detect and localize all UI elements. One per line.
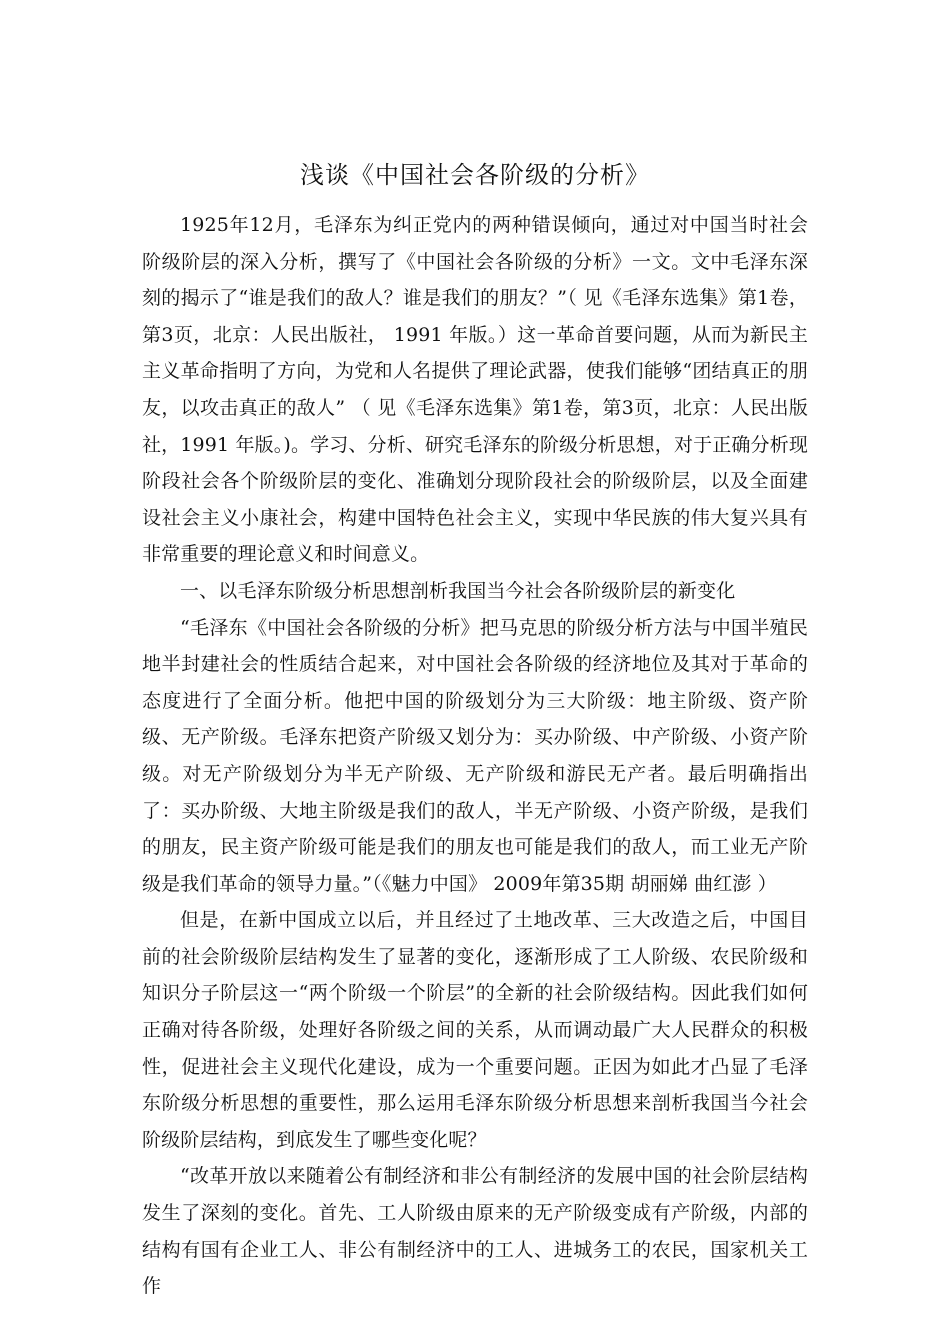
body-paragraph-quote-1: “毛泽东《中国社会各阶级的分析》把马克思的阶级分析方法与中国半殖民地半封建社会的性质结合起来，对中国社会各阶级的经济地位及其对于革命的态度进行了全面分析。他把中国的阶级划分为三大阶级：地主阶级、资产阶级、无产阶级。毛泽东把资产阶级又划分为：买办阶级、中产阶级、小资产阶级。对无产阶级划分为半无产阶级、无产阶级和游民无产者。最后明确指出了：买办阶级、大地主阶级是我们的敌人，半无产阶级、小资产阶级，是我们的朋友，民主资产阶级可能是我们的朋友也可能是我们的敌人，而工业无产阶级是我们革命的领导力量。”（《魅力中国》 2009年第35期 胡丽娣 曲红澎 ） <box>142 616 808 895</box>
section-heading-1: 一、以毛泽东阶级分析思想剖析我国当今社会各阶级阶层的新变化 <box>180 579 736 602</box>
body-paragraph-changes: 但是，在新中国成立以后，并且经过了土地改革、三大改造之后，中国目前的社会阶级阶层结构发生了显著的变化，逐渐形成了工人阶级、农民阶级和知识分子阶层这一“两个阶级一个阶层”的全新的社会阶级结构。因此我们如何正确对待各阶级，处理好各阶级之间的关系，从而调动最广大人民群众的积极性，促进社会主义现代化建设，成为一个重要问题。正因为如此才凸显了毛泽东阶级分析思想的重要性，那么运用毛泽东阶级分析思想来剖析我国当今社会阶级阶层结构，到底发生了哪些变化呢？ <box>142 909 808 1151</box>
body-paragraph-intro: 1925年12月，毛泽东为纠正党内的两种错误倾向，通过对中国当时社会阶级阶层的深入分析，撰写了《中国社会各阶级的分析》一文。文中毛泽东深刻的揭示了“谁是我们的敌人？谁是我们的朋友？”（ 见《毛泽东选集》第1卷，第3页，北京：人民出版社， 1991 年版。）这一革命首要问题，从而为新民主主义革命指明了方向，为党和人名提供了理论武器，使我们能够“团结真正的朋友，以攻击真正的敌人” （ 见《毛泽东选集》第1卷，第3页，北京：人民出版社，1991 年版。)。学习、分析、研究毛泽东的阶级分析思想，对于正确分析现阶段社会各个阶级阶层的变化、准确划分现阶段社会的阶级阶层，以及全面建设社会主义小康社会，构建中国特色社会主义，实现中华民族的伟大复兴具有非常重要的理论意义和时间意义。 <box>142 214 809 566</box>
document-title: 浅谈《中国社会各阶级的分析》 <box>300 161 650 189</box>
document-body <box>142 207 808 1305</box>
body-paragraph-quote-2: “改革开放以来随着公有制经济和非公有制经济的发展中国的社会阶层结构发生了深刻的变化。首先、工人阶级由原来的无产阶级变成有产阶级，内部的结构有国有企业工人、非公有制经济中的工人、进城务工的农民，国家机关工作 <box>142 1165 808 1298</box>
